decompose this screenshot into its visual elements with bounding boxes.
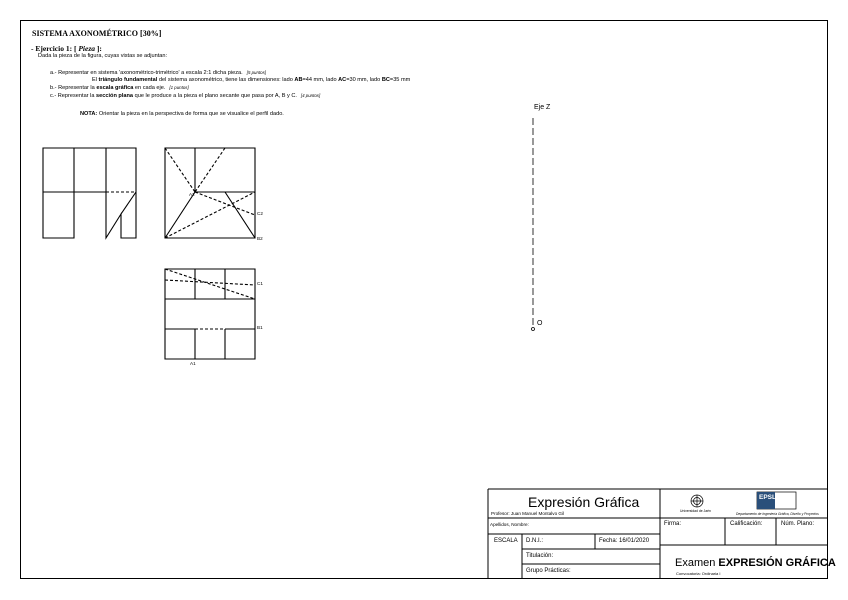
course-title: Expresión Gráfica [528,494,640,510]
university-crest [691,495,703,507]
axis-z [532,118,535,331]
professor: Profesor: Juan Manuel Montalvo Gil [491,511,565,516]
item-a-detail: El triángulo fundamental del sistema axonométrico, tiene las dimensiones: lado AB=44 mm, lado AC=30 mm, lado BC=35 mm [92,77,411,83]
page-title: SISTEMA AXONOMÉTRICO [30%] [32,29,162,38]
plan-number-label: Núm. Plano: [781,521,815,527]
note: NOTA: Orientar la pieza en la perspectiva de forma que se visualice el perfil dado. [80,111,284,117]
practice-group-label: Grupo Prácticas: [526,568,571,574]
axis-z-label: Eje Z [534,104,551,111]
label-a1: A1 [190,361,196,366]
item-c: c.- Representar la sección plana que le produce a la pieza el plano secante que pasa por A, B y C. [4 puntos] [50,93,321,99]
signature-label: Firma: [664,521,681,527]
label-b2: B2 [257,236,263,241]
label-b1: B1 [257,325,263,330]
exercise-heading: - Ejercicio 1: [ Pieza ]: [31,44,102,53]
date-label: Fecha: 16/01/2020 [599,538,650,544]
origin-label: O [537,320,543,327]
top-view [165,269,255,359]
surname-label: Apellidos, Nombre: [490,522,529,527]
exercise-intro: Dada la pieza de la figura, cuyas vistas se adjuntan: [38,53,168,59]
dni-label: D.N.I.: [526,538,544,544]
label-a2: A2 [189,192,195,197]
department: Departamento de Ingeniería Gráfica, Diseño y Proyectos [736,512,819,516]
university-name: Universidad de Jaén [680,509,711,513]
item-a: a.- Representar en sistema 'axonométrico-trimétrico' a escala 2:1 dicha pieza. [5 puntos] [50,70,267,76]
degree-label: Titulación: [526,553,554,559]
label-c2: C2 [257,211,263,216]
profile-view [43,148,136,238]
scale-label: ESCALA [494,538,518,544]
exam-title: Examen EXPRESIÓN GRÁFICA [675,557,836,569]
item-b: b.- Representar la escala gráfica en cada eje. [1 puntos] [50,85,189,91]
front-view [165,148,255,238]
grade-label: Calificación: [730,521,763,527]
convocatoria: Convocatoria: Ordinaria I [676,571,721,576]
epsl-text: EPSL [759,494,776,501]
label-c1: C1 [257,281,263,286]
